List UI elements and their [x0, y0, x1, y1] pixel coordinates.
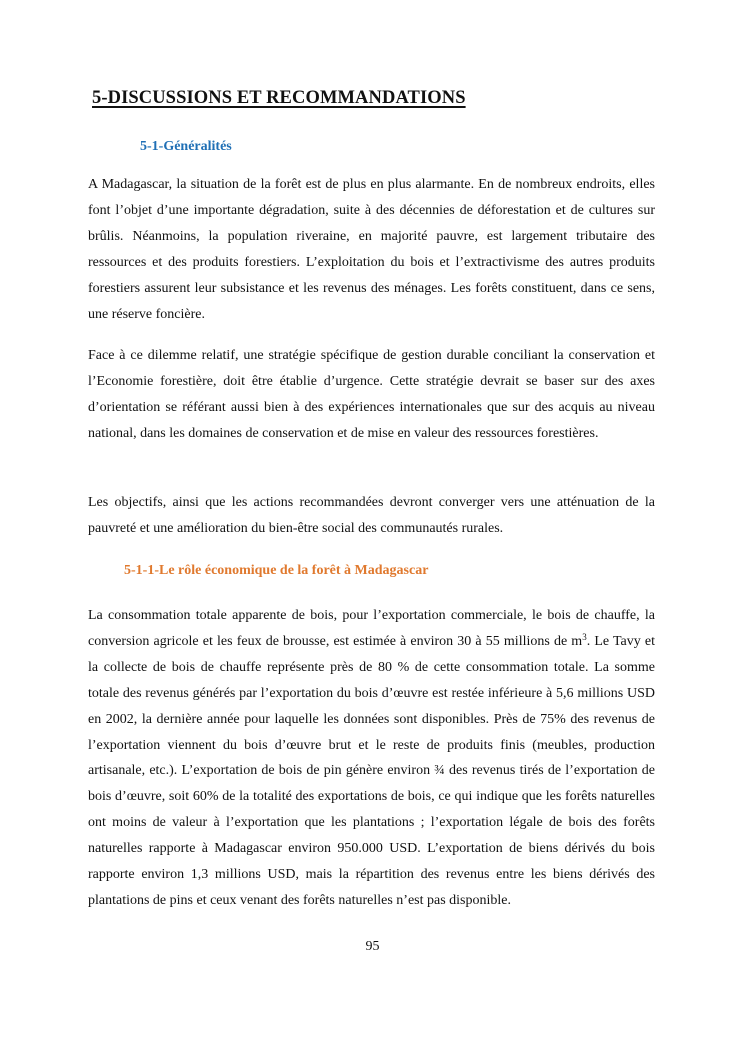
page-number: 95: [365, 939, 380, 954]
section-title-generalites: 5-1-Généralités: [140, 139, 232, 154]
paragraph-strategie-gestion: Face à ce dilemme relatif, une stratégie spécifique de gestion durable conciliant la conservation et l’Economie forestière, doit être établie d’urgence. Cette stratégie devrait se baser sur des axes d’orientation se référant aussi bien à des expériences internationales que sur des acquis au niveau national, dans les domaines de conservation et de mise en valeur des ressources forestières.: [88, 348, 655, 441]
paragraph-objectifs: Les objectifs, ainsi que les actions recommandées devront converger vers une atténuation de la pauvreté et une amélioration du bien-être social des communautés rurales.: [88, 495, 655, 536]
subsection-title-role-economique: 5-1-1-Le rôle économique de la forêt à Madagascar: [124, 563, 429, 578]
paragraph-situation-foret: A Madagascar, la situation de la forêt est de plus en plus alarmante. En de nombreux endroits, elles font l’objet d’une importante dégradation, suite à des décennies de déforestation et de cultures sur brûlis. Néanmoins, la population riveraine, en majorité pauvre, est largement tributaire des ressources et des produits forestiers. L’exploitation du bois et l’extractivisme des autres produits forestiers assurent leur subsistance et les revenus des ménages. Les forêts constituent, dans ce sens, une réserve foncière.: [88, 177, 655, 322]
paragraph-text-part-1: La consommation totale apparente de bois, pour l’exportation commerciale, le bois de chauffe, la conversion agricole et les feux de brousse, est estimée à environ 30 à 55 millions de m: [88, 608, 655, 649]
paragraph-text-part-2: . Le Tavy et la collecte de bois de chauffe représente près de 80 % de cette consommation totale. La somme totale des revenus générés par l’exportation du bois d’œuvre est restée inférieure à 5,6 millions USD en 2002, la dernière année pour laquelle les données sont disponibles. Près de 75% des revenus de l’exportation viennent du bois d’œuvre brut et le reste de produits finis (meubles, production artisanale, etc.). L’exportation de bois de pin génère environ ¾ des revenus tirés de l’exportation de bois d’œuvre, soit 60% de la totalité des exportations de bois, ce qui indique que les forêts naturelles ont moins de valeur à l’exportation que les plantations ; l’exportation légale de bois des forêts naturelles rapporte à Madagascar environ 950.000 USD. L’exportation de biens dérivés du bois rapporte environ 1,3 millions USD, mais la répartition des revenus entre les biens dérivés des plantations de pins et ceux venant des forêts naturelles n’est pas disponible.: [88, 633, 655, 908]
chapter-title: 5-DISCUSSIONS ET RECOMMANDATIONS: [92, 88, 466, 108]
paragraph-consommation-bois: [88, 603, 655, 914]
superscript-cubic: 3: [582, 631, 587, 642]
